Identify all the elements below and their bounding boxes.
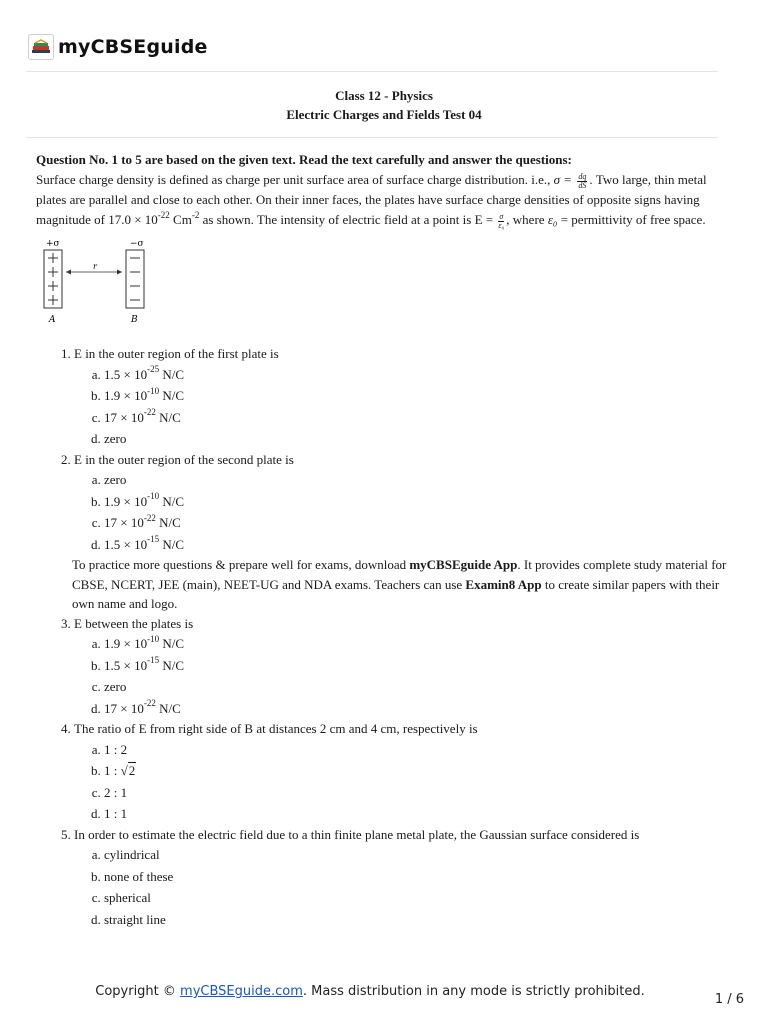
option-a: a. $1.9 \times 10^{-10}$ N/C bbox=[104, 633, 732, 655]
plate-a-label: A bbox=[49, 315, 56, 325]
distance-label: r bbox=[93, 262, 97, 271]
class-title: Class 12 - Physics bbox=[335, 88, 433, 103]
option-d: d. straight line bbox=[104, 909, 732, 931]
dq-ds-fraction bbox=[577, 173, 587, 190]
sigma-symbol: σ = bbox=[553, 172, 576, 187]
site-header bbox=[28, 30, 208, 64]
fraction-denominator: ε₀ bbox=[498, 220, 505, 230]
page-number: 1 / 6 bbox=[714, 992, 744, 1007]
fraction-numerator: dq bbox=[578, 171, 587, 181]
intro-heading: Question No. 1 to 5 are based on the given text. Read the text carefully and answer the questions: bbox=[36, 152, 572, 167]
title-divider bbox=[26, 137, 718, 138]
parallel-plates-figure bbox=[38, 236, 732, 332]
options-list bbox=[74, 844, 732, 930]
options-list bbox=[74, 633, 732, 719]
copyright-text: Copyright © bbox=[95, 984, 181, 999]
option-a: a. 1 : 2 bbox=[104, 739, 732, 761]
option-d: d. 1 : 1 bbox=[104, 803, 732, 825]
question-list bbox=[36, 344, 732, 930]
intro-passage bbox=[36, 170, 732, 230]
option-d: d. $1.5 \times 10^{-15}$ N/C bbox=[104, 534, 732, 556]
option-c: c. spherical bbox=[104, 887, 732, 909]
options-list bbox=[74, 364, 732, 450]
option-b: b. $1.9 \times 10^{-10}$ N/C bbox=[104, 385, 732, 407]
passage-text: = permittivity of free space. bbox=[557, 212, 706, 227]
examin8-app-link[interactable]: Examin8 App bbox=[465, 576, 542, 592]
plate-b bbox=[126, 250, 144, 308]
option-c: c. $17 \times 10^{-22}$ N/C bbox=[104, 407, 732, 429]
mycbseguide-app-link[interactable]: myCBSEguide App bbox=[409, 557, 518, 572]
passage-text: Surface charge density is defined as charge per unit surface area of surface charge distribution. i.e., bbox=[36, 172, 554, 187]
copyright-text: . Mass distribution in any mode is strictly prohibited. bbox=[302, 984, 645, 999]
passage-text: . Two large, thin metal plates are parallel and close to each other. On their inner faces, the plates have surface charge densities of opposite signs having magnitude of 17.0 × 10 bbox=[36, 172, 707, 227]
options-list bbox=[74, 739, 732, 825]
header-divider bbox=[26, 71, 718, 72]
options-list bbox=[74, 469, 732, 555]
exponent: -2 bbox=[191, 209, 200, 220]
copyright-footer bbox=[0, 984, 740, 999]
question-text: In order to estimate the electric field due to a thin finite plane metal plate, the Gaussian surface considered is bbox=[74, 826, 640, 842]
option-d: d. zero bbox=[104, 428, 732, 450]
option-d: d. $17 \times 10^{-22}$ N/C bbox=[104, 698, 732, 720]
plate-a-charge-label: +σ bbox=[46, 239, 60, 249]
minus-signs bbox=[130, 258, 140, 300]
option-a: a. zero bbox=[104, 469, 732, 491]
site-link[interactable]: myCBSEguide.com bbox=[180, 984, 303, 999]
passage-text: , where bbox=[506, 212, 548, 227]
question-5 bbox=[74, 825, 732, 931]
test-title: Electric Charges and Fields Test 04 bbox=[286, 107, 482, 122]
fraction-numerator: σ bbox=[499, 211, 504, 221]
option-b: b. none of these bbox=[104, 866, 732, 888]
app-promo: To practice more questions & prepare well for exams, download myCBSEguide App. It provides complete study material for CBSE, NCERT, JEE (main), NEET-UG and NDA exams. Teachers can use Examin8 App to create similar papers with their own name and logo. bbox=[72, 557, 727, 611]
passage-text: as shown. The intensity of electric field at a point is E = bbox=[199, 212, 497, 227]
book-logo-icon bbox=[28, 34, 54, 60]
test-content bbox=[36, 150, 732, 930]
document-title bbox=[0, 86, 768, 124]
sigma-eps-fraction bbox=[498, 213, 504, 230]
question-3 bbox=[74, 614, 732, 720]
passage-text: Cm bbox=[169, 212, 192, 227]
option-a: a. $1.5 \times 10^{-25}$ N/C bbox=[104, 364, 732, 386]
plate-b-charge-label: −σ bbox=[130, 239, 144, 249]
option-b: b. $1.9 \times 10^{-10}$ N/C bbox=[104, 491, 732, 513]
question-text: E between the plates is bbox=[74, 615, 194, 631]
option-c: c. 2 : 1 bbox=[104, 782, 732, 804]
option-c: c. zero bbox=[104, 676, 732, 698]
plate-b-label: B bbox=[131, 315, 138, 325]
option-a: a. cylindrical bbox=[104, 844, 732, 866]
option-b: b. 1 : √2 bbox=[104, 760, 732, 782]
fraction-denominator: dS bbox=[578, 180, 587, 190]
question-text: E in the outer region of the second plate is bbox=[74, 451, 294, 467]
question-text: E in the outer region of the first plate is bbox=[74, 346, 279, 361]
question-text: The ratio of E from right side of B at distances 2 cm and 4 cm, respectively is bbox=[74, 721, 478, 736]
epsilon-symbol: ε₀ bbox=[547, 212, 558, 227]
question-1 bbox=[74, 344, 732, 450]
brand-name[interactable]: myCBSEguide bbox=[58, 36, 208, 58]
question-4 bbox=[74, 719, 732, 825]
option-c: c. $17 \times 10^{-22}$ N/C bbox=[104, 512, 732, 534]
option-b: b. $1.5 \times 10^{-15}$ N/C bbox=[104, 655, 732, 677]
exponent: -22 bbox=[157, 209, 170, 220]
question-2 bbox=[74, 450, 732, 614]
plus-signs bbox=[48, 253, 58, 305]
square-root: √2 bbox=[120, 763, 136, 778]
